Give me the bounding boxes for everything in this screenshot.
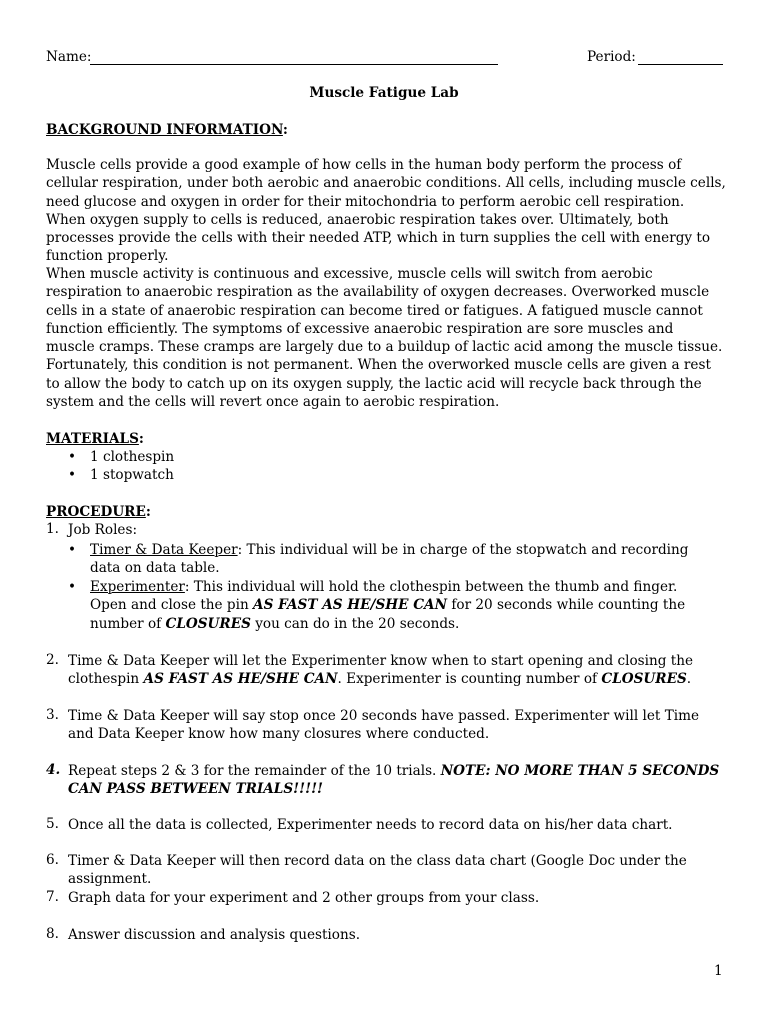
background-heading-colon: : [282, 122, 288, 138]
materials-heading-colon: : [138, 431, 144, 447]
step-text [68, 762, 728, 799]
step-text: Time & Data Keeper will say stop once 20 seconds have passed. Experimenter will let Time and Data Keeper know how many closures where conducted. [68, 708, 700, 743]
step-text: Graph data for your experiment and 2 other groups from your class. [68, 890, 540, 906]
role-description: : This individual will hold the clothespin between the thumb and finger. Open and close the pin [90, 579, 678, 614]
step-number: 7. [46, 889, 59, 905]
role-bullet-1: • [68, 542, 77, 558]
background-paragraph-1: Muscle cells provide a good example of how cells in the human body perform the process of cellular respiration, under both aerobic and anaerobic conditions. All cells, including muscle cells, need glucose and oxygen in order for their mitochondria to perform aerobic cell respiration. When oxygen supply to cells is reduced, anaerobic respiration takes over. Ultimately, both processes provide the cells with their needed ATP, which in turn supplies the cell with energy to function properly. [46, 157, 726, 265]
background-paragraph-2: When muscle activity is continuous and excessive, muscle cells will switch from aerobic respiration to anaerobic respiration as the availability of oxygen decreases. Overworked muscle cells in a state of anaerobic respiration can become tired or fatigues. A fatigued muscle cannot function efficiently. The symptoms of excessive anaerobic respiration are sore muscles and muscle cramps. These cramps are largely due to a buildup of lactic acid among the muscle tissue. Fortunately, this condition is not permanent. When the overworked muscle cells are given a rest to allow the body to catch up on its oxygen supply, the lactic acid will recycle back through the system and the cells will revert once again to aerobic respiration. [46, 266, 723, 411]
materials-bullet-1: • [68, 449, 77, 465]
role-timer-data-keeper [90, 541, 710, 578]
background-heading-text: BACKGROUND INFORMATION [46, 122, 283, 138]
role-experimenter [90, 578, 710, 633]
step-emphasis: NOTE: NO MORE THAN 5 SECONDS CAN PASS BETWEEN TRIALS!!!!! [68, 763, 720, 798]
materials-item: 1 clothespin [90, 449, 175, 465]
role-emphasis: AS FAST AS HE/SHE CAN [253, 597, 448, 614]
role-description: you can do in the 20 seconds. [250, 615, 460, 632]
step-text: Answer discussion and analysis questions. [68, 927, 361, 943]
materials-heading [46, 430, 144, 448]
step-text: Timer & Data Keeper will then record data on the class data chart (Google Doc under the assignment. [68, 853, 687, 888]
role-description: : This individual will be in charge of the stopwatch and recording data on data table. [90, 542, 689, 577]
step-number: 1. [46, 521, 59, 537]
period-label: Period: [587, 49, 636, 65]
step-text: Once all the data is collected, Experimenter needs to record data on his/her data chart. [68, 817, 673, 833]
role-emphasis: CLOSURES [165, 615, 251, 632]
step-number: 3. [46, 707, 59, 723]
step-number: 4. [46, 762, 61, 778]
materials-heading-text: MATERIALS [46, 431, 139, 447]
page-title: Muscle Fatigue Lab [309, 85, 459, 101]
procedure-heading-text: PROCEDURE [46, 504, 146, 520]
period-blank-line[interactable] [638, 64, 723, 65]
procedure-heading-colon: : [145, 504, 151, 520]
step-text: Job Roles: [68, 522, 138, 538]
step-text-part: Time & Data Keeper will let the Experimenter know when to start opening and closing the clothespin [68, 653, 694, 688]
page-number: 1 [714, 963, 723, 979]
step-number: 8. [46, 926, 59, 942]
step-emphasis: AS FAST AS HE/SHE CAN [143, 671, 338, 688]
role-bullet-2: • [68, 579, 77, 595]
name-blank-line[interactable] [90, 64, 498, 65]
step-text [68, 652, 728, 689]
role-description: for 20 seconds while counting the number of [90, 597, 686, 632]
step-text-part: . Experimenter is counting number of [337, 671, 602, 688]
step-number: 6. [46, 852, 59, 868]
name-label: Name: [46, 49, 92, 65]
step-emphasis: CLOSURES [601, 671, 687, 688]
materials-bullet-2: • [68, 467, 77, 483]
step-number: 2. [46, 652, 59, 668]
step-text-part: Repeat steps 2 & 3 for the remainder of the 10 trials. [68, 763, 441, 779]
background-heading [46, 121, 288, 139]
step-text-part: . [686, 671, 692, 688]
step-number: 5. [46, 816, 59, 832]
role-title: Timer & Data Keeper [90, 542, 238, 558]
procedure-heading [46, 503, 151, 521]
role-title: Experimenter [90, 579, 185, 595]
materials-item: 1 stopwatch [90, 467, 174, 483]
